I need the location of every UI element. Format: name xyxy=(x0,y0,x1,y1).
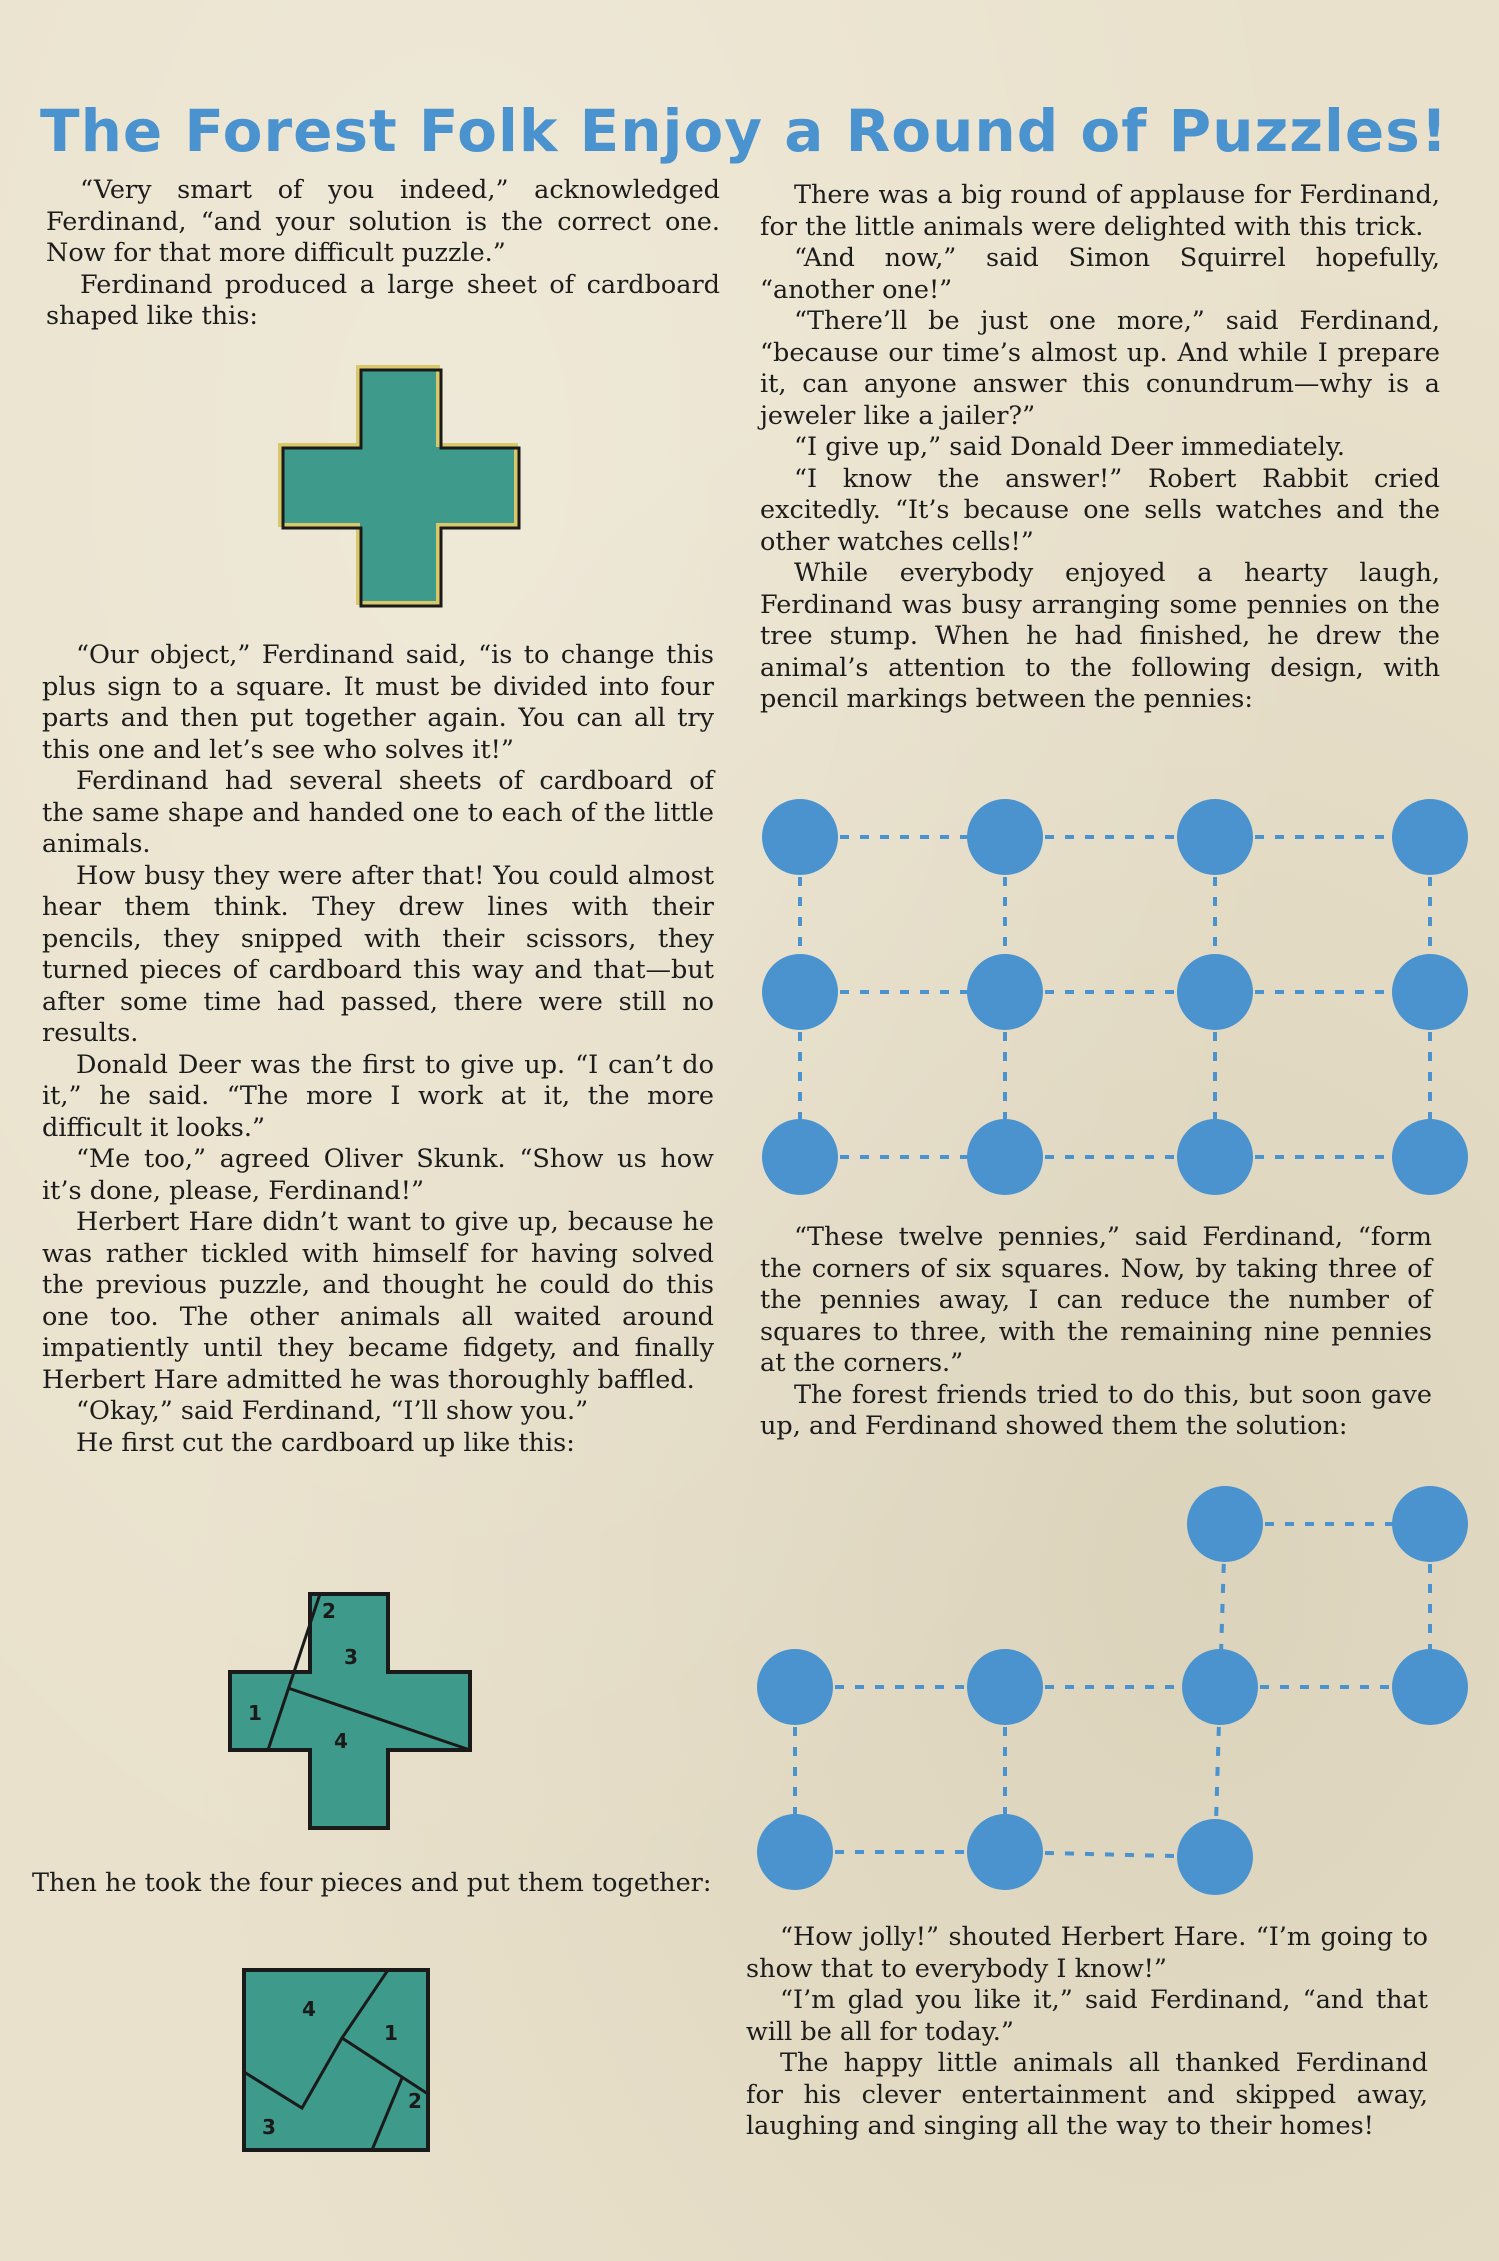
paragraph: “I’m glad you like it,” said Ferdinand, “and that will be all for today.” xyxy=(746,1985,1428,2047)
penny xyxy=(967,1649,1043,1725)
penny xyxy=(762,1119,838,1195)
left-after-cut-text xyxy=(32,1868,712,1900)
left-intro-text xyxy=(46,175,720,333)
paragraph: The happy little animals all thanked Ferdinand for his clever entertainment and skipped away, laughing and singing all the way to their homes! xyxy=(746,2048,1428,2141)
nine-pennies-solution-figure xyxy=(755,1482,1455,1902)
paragraph: There was a big round of applause for Ferdinand, for the little animals were delighted with this trick. xyxy=(760,180,1440,242)
piece-label: 3 xyxy=(344,1645,358,1669)
paragraph: Ferdinand had several sheets of cardboard of the same shape and handed one to each of the little animals. xyxy=(42,766,714,859)
penny xyxy=(757,1649,833,1725)
paragraph: “Okay,” said Ferdinand, “I’ll show you.” xyxy=(76,1396,589,1426)
penny xyxy=(1392,1649,1468,1725)
right-middle-text xyxy=(760,1222,1432,1443)
penny xyxy=(1177,954,1253,1030)
assembled-square-figure xyxy=(242,1968,432,2154)
paragraph: He first cut the cardboard up like this: xyxy=(76,1427,575,1458)
piece-label: 4 xyxy=(302,1997,316,2021)
plus-sign-figure xyxy=(278,365,518,605)
cut-plus-shape xyxy=(230,1594,470,1828)
piece-label: 4 xyxy=(334,1729,348,1753)
paragraph: Ferdinand produced a large sheet of cardboard shaped like this: xyxy=(46,269,720,331)
piece-label: 3 xyxy=(262,2115,276,2139)
page-title: The Forest Folk Enjoy a Round of Puzzles! xyxy=(40,96,1449,165)
paragraph: How busy they were after that! You could almost hear them think. They drew lines with their pencils, they snipped with their scissors, they turned pieces of cardboard this way and that—but after some time had passed, there were still no results. xyxy=(42,860,714,1048)
penny xyxy=(967,1119,1043,1195)
penny xyxy=(1187,1486,1263,1562)
paragraph: Herbert Hare didn’t want to give up, because he was rather tickled with himself for having solved the previous puzzle, and thought he could do this one too. The other animals all waited around impatiently until they became fidgety, and finally Herbert Hare admitted he was thoroughly baffled. xyxy=(42,1207,714,1395)
piece-label: 1 xyxy=(384,2021,398,2045)
cut-plus-figure xyxy=(228,1592,474,1832)
penny xyxy=(1392,954,1468,1030)
paragraph: “Very smart of you indeed,” acknowledged Ferdinand, “and your solution is the correct one. Now for that more difficult puzzle.” xyxy=(46,175,720,268)
paragraph: While everybody enjoyed a hearty laugh, Ferdinand was busy arranging some pennies on the tree stump. When he had finished, he drew the animal’s attention to the following design, with pencil markings between the pennies: xyxy=(760,558,1440,714)
penny xyxy=(1392,799,1468,875)
right-bottom-text xyxy=(746,1922,1428,2143)
paragraph: The forest friends tried to do this, but soon gave up, and Ferdinand showed them the solution: xyxy=(760,1379,1432,1441)
paragraph: “I give up,” said Donald Deer immediately. xyxy=(794,432,1346,462)
paragraph: “Our object,” Ferdinand said, “is to change this plus sign to a square. It must be divided into four parts and then put together again. You can all try this one and let’s see who solves it!” xyxy=(42,640,714,765)
paragraph: “I know the answer!” Robert Rabbit cried excitedly. “It’s because one sells watches and the other watches cells!” xyxy=(760,463,1440,557)
penny xyxy=(967,954,1043,1030)
paragraph: Donald Deer was the first to give up. “I can’t do it,” he said. “The more I work at it, the more difficult it looks.” xyxy=(42,1049,714,1143)
left-middle-text xyxy=(42,640,714,1459)
penny xyxy=(762,954,838,1030)
piece-label: 2 xyxy=(408,2089,422,2113)
paragraph: “And now,” said Simon Squirrel hopefully, “another one!” xyxy=(760,243,1440,305)
penny xyxy=(1392,1119,1468,1195)
piece-label: 2 xyxy=(322,1599,336,1623)
penny xyxy=(1182,1649,1258,1725)
penny xyxy=(1392,1486,1468,1562)
right-top-text xyxy=(760,180,1440,716)
penny xyxy=(1177,1819,1253,1895)
paragraph: “How jolly!” shouted Herbert Hare. “I’m going to show that to everybody I know!” xyxy=(746,1922,1428,1984)
penny xyxy=(1177,1119,1253,1195)
penny xyxy=(967,1814,1043,1890)
plus-sign-shape xyxy=(280,367,516,603)
penny xyxy=(967,799,1043,875)
paragraph: “There’ll be just one more,” said Ferdinand, “because our time’s almost up. And while I prepare it, can anyone answer this conundrum—why is a jeweler like a jailer?” xyxy=(760,306,1440,431)
paragraph: “These twelve pennies,” said Ferdinand, “form the corners of six squares. Now, by taking three of the pennies away, I can reduce the number of squares to three, with the remaining nine pennies at the corners.” xyxy=(760,1222,1432,1378)
penny xyxy=(1177,799,1253,875)
piece-label: 1 xyxy=(248,1701,262,1725)
paragraph: “Me too,” agreed Oliver Skunk. “Show us how it’s done, please, Ferdinand!” xyxy=(42,1144,714,1206)
twelve-pennies-figure xyxy=(755,795,1455,1205)
paragraph: Then he took the four pieces and put them together: xyxy=(32,1868,712,1898)
penny xyxy=(757,1814,833,1890)
penny xyxy=(762,799,838,875)
